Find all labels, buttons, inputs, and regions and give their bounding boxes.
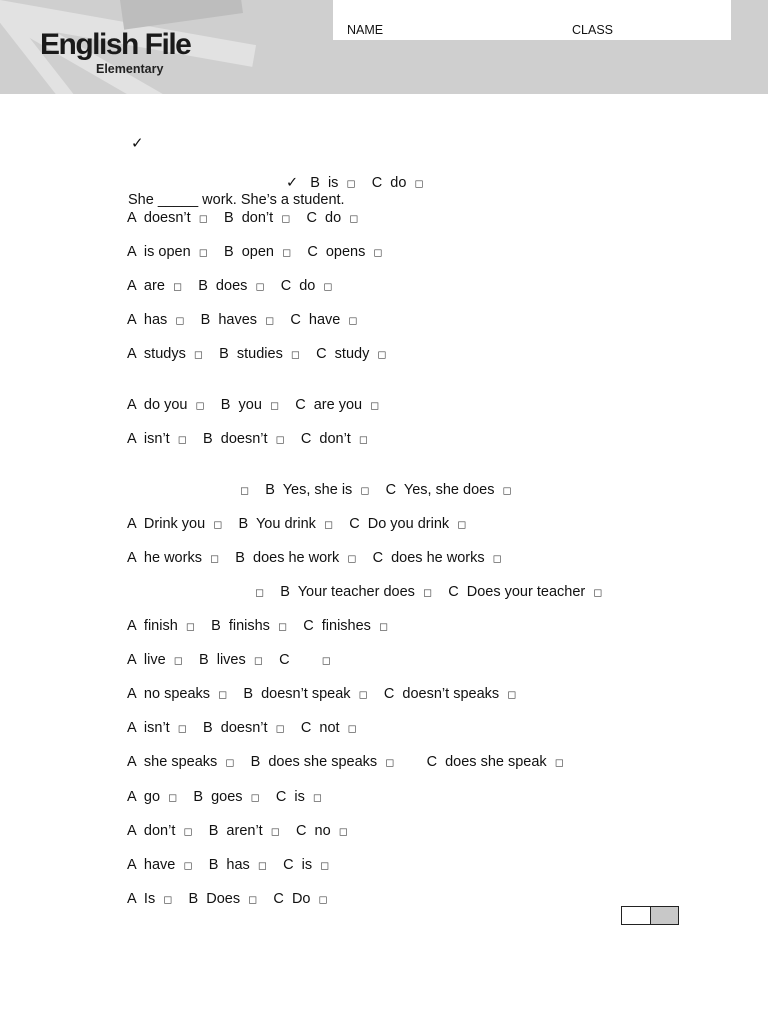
- question-options: A Drink you ◻ B You drink ◻ C Do you drink ◻: [127, 516, 467, 532]
- score-total-cell: [651, 907, 678, 924]
- answer-checkbox[interactable]: ◻: [346, 177, 356, 190]
- question-options: A studys ◻ B studies ◻ C study ◻: [127, 346, 387, 362]
- answer-checkbox[interactable]: ◻: [177, 722, 187, 735]
- example-sentence: She _____ work. She’s a student.: [128, 192, 345, 208]
- answer-checkbox[interactable]: ◻: [358, 688, 368, 701]
- answer-checkbox[interactable]: ◻: [377, 348, 387, 361]
- answer-checkbox[interactable]: ◻: [173, 654, 183, 667]
- answer-checkbox[interactable]: ◻: [177, 433, 187, 446]
- question-options: A do you ◻ B you ◻ C are you ◻: [127, 397, 380, 413]
- question-options: A go ◻ B goes ◻ C is ◻: [127, 789, 323, 805]
- question-options: A isn’t ◻ B doesn’t ◻ C don’t ◻: [127, 431, 369, 447]
- answer-checkbox[interactable]: ◻: [323, 518, 334, 531]
- example-options: ✓ B is ◻ C do ◻: [286, 175, 424, 191]
- answer-checkbox[interactable]: ◻: [414, 177, 424, 190]
- answer-checkbox[interactable]: ◻: [360, 484, 370, 497]
- answer-checkbox[interactable]: ◻: [213, 518, 223, 531]
- answer-checkbox[interactable]: ◻: [320, 859, 330, 872]
- answer-checkbox[interactable]: ◻: [457, 518, 467, 531]
- question-options: A isn’t ◻ B doesn’t ◻ C not ◻: [127, 720, 357, 736]
- answer-checkbox[interactable]: ◻: [373, 246, 383, 259]
- answer-checkbox[interactable]: ◻: [172, 280, 183, 293]
- answer-checkbox[interactable]: ◻: [593, 586, 603, 599]
- answer-checkbox[interactable]: ◻: [195, 399, 205, 412]
- answer-checkbox[interactable]: ◻: [422, 586, 433, 599]
- answer-checkbox[interactable]: ◻: [502, 484, 512, 497]
- answer-checkbox[interactable]: ◻: [183, 859, 193, 872]
- answer-checkbox[interactable]: ◻: [198, 246, 208, 259]
- answer-checkbox[interactable]: ◻: [163, 893, 173, 906]
- answer-checkbox[interactable]: ◻: [370, 399, 380, 412]
- question-options: ◻ B Your teacher does ◻ C Does your teacher ◻: [255, 584, 603, 600]
- name-label: NAME: [347, 23, 384, 37]
- answer-checkbox[interactable]: ◻: [168, 791, 178, 804]
- answer-checkbox[interactable]: ◻: [348, 314, 358, 327]
- question-options: A has ◻ B haves ◻ C have ◻: [127, 312, 358, 328]
- answer-checkbox[interactable]: ◻: [250, 791, 260, 804]
- logo-title: English File: [40, 28, 191, 61]
- answer-checkbox[interactable]: ◻: [275, 722, 285, 735]
- answer-checkbox[interactable]: ◻: [318, 893, 328, 906]
- answer-checkbox[interactable]: ◻: [281, 212, 291, 225]
- question-options: A she speaks ◻ B does she speaks ◻ C does she speak ◻: [127, 754, 564, 770]
- answer-checkbox[interactable]: ◻: [323, 280, 333, 293]
- answer-checkbox[interactable]: ◻: [240, 484, 250, 497]
- score-cell: [622, 907, 651, 924]
- question-options: A are ◻ B does ◻ C do ◻: [127, 278, 333, 294]
- answer-checkbox[interactable]: ◻: [185, 620, 195, 633]
- answer-checkbox[interactable]: ◻: [349, 212, 359, 225]
- answer-checkbox[interactable]: ◻: [347, 722, 357, 735]
- answer-checkbox[interactable]: ◻: [282, 246, 292, 259]
- answer-checkbox[interactable]: ◻: [290, 348, 301, 361]
- question-options: A Is ◻ B Does ◻ C Do ◻: [127, 891, 328, 907]
- answer-checkbox[interactable]: ◻: [257, 859, 267, 872]
- answer-checkbox[interactable]: ◻: [175, 314, 185, 327]
- answer-checkbox[interactable]: ◻: [248, 893, 258, 906]
- answer-checkbox[interactable]: ◻: [193, 348, 204, 361]
- answer-checkbox[interactable]: ◻: [321, 654, 331, 667]
- answer-checkbox[interactable]: ◻: [338, 825, 348, 838]
- question-options: A no speaks ◻ B doesn’t speak ◻ C doesn’t speaks ◻: [127, 686, 517, 702]
- answer-checkbox[interactable]: ◻: [265, 314, 275, 327]
- answer-checkbox[interactable]: ◻: [255, 586, 265, 599]
- logo-subtitle: Elementary: [96, 62, 164, 76]
- answer-checkbox[interactable]: ◻: [385, 756, 395, 769]
- answer-checkbox[interactable]: ◻: [255, 280, 265, 293]
- answer-checkbox[interactable]: ◻: [492, 552, 502, 565]
- answer-checkbox[interactable]: ◻: [379, 620, 389, 633]
- class-label: CLASS: [572, 23, 613, 37]
- question-options: ◻ B Yes, she is ◻ C Yes, she does ◻: [240, 482, 512, 498]
- answer-checkbox[interactable]: ◻: [275, 433, 285, 446]
- answer-checkbox[interactable]: ◻: [269, 399, 280, 412]
- answer-checkbox[interactable]: ◻: [347, 552, 357, 565]
- answer-checkbox[interactable]: ◻: [183, 825, 193, 838]
- answer-checkbox[interactable]: ◻: [225, 756, 235, 769]
- question-options: A is open ◻ B open ◻ C opens ◻: [127, 244, 383, 260]
- answer-checkbox[interactable]: ◻: [218, 688, 228, 701]
- answer-checkbox[interactable]: ◻: [312, 791, 323, 804]
- answer-checkbox[interactable]: ◻: [277, 620, 288, 633]
- question-options: A finish ◻ B finishs ◻ C finishes ◻: [127, 618, 389, 634]
- score-box: [621, 906, 679, 925]
- question-options: A don’t ◻ B aren’t ◻ C no ◻: [127, 823, 348, 839]
- answer-checkbox[interactable]: ◻: [253, 654, 263, 667]
- answer-checkbox[interactable]: ◻: [507, 688, 517, 701]
- answer-checkbox[interactable]: ◻: [210, 552, 220, 565]
- question-options: A he works ◻ B does he work ◻ C does he works ◻: [127, 550, 502, 566]
- check-mark: ✓: [131, 134, 144, 152]
- question-options: A have ◻ B has ◻ C is ◻: [127, 857, 330, 873]
- question-options: A live ◻ B lives ◻ C ◻: [127, 652, 331, 668]
- answer-checkbox[interactable]: ◻: [358, 433, 369, 446]
- answer-checkbox[interactable]: ◻: [554, 756, 564, 769]
- question-options: A doesn’t ◻ B don’t ◻ C do ◻: [127, 210, 359, 226]
- answer-checkbox[interactable]: ◻: [270, 825, 280, 838]
- answer-checkbox[interactable]: ◻: [198, 212, 208, 225]
